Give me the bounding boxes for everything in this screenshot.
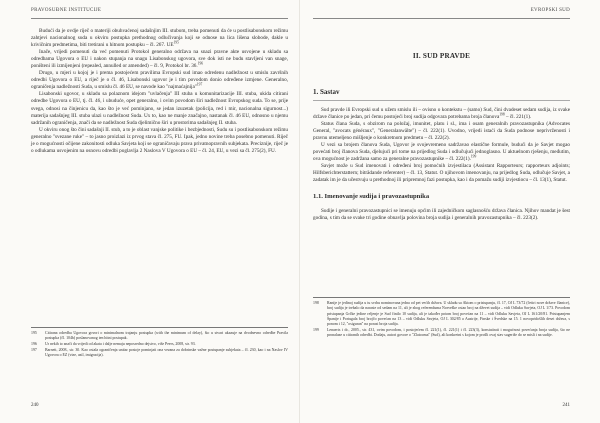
left-paragraph: Drugo, u mjeri u kojoj je i prema postojećem pravilima Evropski sud imao odredenu nadležnost u smislu završnih odredbi Ugovora o EU, a riječ je o čl. 46, Lisabonski ugovor je i tim povodom donio određene izmjene. Generalno, ograničenja nadležnosti Suda, u smislu čl. 46 EU, se navode kao "najmaćajnija"$^{197}$ bbox=[31, 70, 288, 91]
subsection-title: 1.1. Imenovanje sudija i pravozastupnika bbox=[313, 192, 430, 200]
left-body-text bbox=[31, 28, 288, 155]
footnote bbox=[31, 331, 288, 342]
footnote-ref[interactable]: 195 bbox=[173, 40, 179, 45]
chapter-title: II. SUD PRAVDE bbox=[412, 52, 471, 60]
footnote-ref[interactable]: 196 bbox=[197, 61, 204, 66]
left-running-head bbox=[31, 8, 288, 19]
footnote-ref[interactable]: 199 bbox=[470, 154, 477, 159]
subsection-body-text bbox=[313, 208, 570, 222]
left-paragraph: Inače, vrijedi pomenuti da već pomenuti Protokol generalno održava na snazi pravne akte usvojene u skladu sa odredbama Ugovora o EU i nakon stupanja na snagu Lisabonskog ugovora, sve dok isti ne budu stavljeni van snage, poništeni ili izmijenjeni (repealed, annulled or amended) – čl. 9, Protokol br. 36.$^{196}$ bbox=[31, 49, 288, 70]
left-running-head-text: PRAVOSUĐNE INSTITUCIJE bbox=[31, 8, 102, 13]
right-paragraph: Sud pravde ili Evropski sud u užem smislu ili – ovisno o kontekstu – (samo) Sud, čini dvadeset sedam sudija, iz svake države članice po jedan, pri čemu postojeći broj sudija odgovara potrebama broja članova$^{198}$ – čl. 221(1). bbox=[313, 107, 570, 121]
left-paragraph: U okviru onog što čini sadašnji II. stub, a to je oblast vanjske politike i bezbjednosti, Sudu su i postlisabonskom režimu generalno "svezane ruke" – to jasno proizlazi iz prvog stava čl. 275, FU. Ipak, jedno novine treba posebno pomenuti. Riječ je o mogućnosti očijene zakonitosti odluka Savjeta koji se ograničavaju prava privatnopravnih subjekata. Preciznije, riječ je o odlukama usvojenim na osnovu odredbi poglavlja 2 Naslova V Ugovora o EU – čl. 24, EU, u vezi sa čl. 275(2), FU. bbox=[31, 126, 288, 154]
right-paragraph: U vezi sa brojem članova Suda, Ugovor je svojevremeno sadržavao elastične formule, budući da je Savjet mogao povećati broj članova Suda, djelujući pri tome na prijedlog Suda i odlučujući jednoglasno. U aktuelnom rješenju, međutim, ova mogućnost je zadržana samo za generalne pravozastupnike – čl. 222(1).$^{199}$ bbox=[313, 142, 570, 163]
left-footnotes bbox=[31, 327, 288, 359]
right-page-number: 241 bbox=[562, 403, 570, 408]
footnote-number: 196 bbox=[31, 342, 37, 347]
footnote-number: 197 bbox=[31, 348, 37, 353]
footnote-text: Lenaerts i dr., 2005., str. 431, ovim povodom, i postojećem čl. 221(1), čl. 221(1) i čl. 223(3), konstatirati i mogućnost povećanja broja sudija, što ne pronalaze u citiranih odredbi. Dodaju, autori govore o "Zlatooma" (Sud), ali konkretni s kojom je prošli ovaj stav sugeriše do se misli i na sudije. bbox=[327, 328, 570, 338]
footnote-text: Barnett, 2008., str. 30. Kao ostala ograničenja unitar postoje pominjati ona vezana za dobrinske važne postupanje subjekata – čl. 230, kao i na Naslov IV Ugovora o EZ (vize, azil, imigracija). bbox=[45, 348, 288, 358]
footnote bbox=[31, 348, 288, 359]
footnote-text: Ur nekih to znači da vrijedi od akata i dalje nemaju neposredno dejstvo, više Peers, 2008, str. 93. bbox=[45, 342, 196, 347]
footnote-number: 195 bbox=[31, 331, 37, 335]
footnote-number: 199 bbox=[313, 328, 319, 333]
footnote bbox=[313, 328, 570, 339]
right-running-head bbox=[313, 8, 570, 19]
right-paragraph: Sudije i generalni pravozastupnici se imenuju općim ili zajedničkom saglasnošću država članica. Njihov mandat je šest godina, s tim da se svake tri godine obnavlja polovina broja sudija i generalnih pravozastupnika – čl. 223(2). bbox=[313, 207, 570, 221]
footnote bbox=[31, 342, 288, 347]
footnote-text: Citirana odredba Ugovora govori o minimalnom trajanju postupka (with the minimum of delay), što u stvari ukazuje na dvodnevno odredbe Pravila postupka (čl. 104b) poslanovanog ten hitni postupak. bbox=[45, 331, 288, 341]
left-paragraph: Lisabonski ugovor, u skladu sa polaznom idejom "uvlačenja" III stuba u komunitarizacije III. stuba, ukida citirani odredbe Ugovora o EU, tj. čl. 46, i ubuduće, opet generalno, i ovim povodom širi nadležnost Evropskog suda. To se, prije svega, odnosi na činjenicu da, kao što je već pominjano, se jedan izuzetak (policija, red i mir, nacionalna sigurnost...) materija sadašnjeg III. stuba ulazi u nadležnost Suda. Ux to, kao ne manje značajno, nastanak čl. 46 EU, odnosno u njemu sadržanih ograničenja, znači da se nadležnost Suda djelimično širi u prostorima sadašnjeg II. stuba. bbox=[31, 91, 288, 126]
footnote-number: 198 bbox=[313, 301, 319, 305]
footnote bbox=[313, 301, 570, 327]
right-body-text bbox=[313, 107, 570, 185]
left-paragraph: Budući da je ovdje riječ o materiji obuhvaćenoj sadašnjim III. stubom, treba pomenuti da će u postlisabonskom režimu zahtjevi nacionalnog suda u okviru postupka prethodnog odlučivanja koji se odnose na lica lišena slobode, dakle u krivičnim predmetima, biti tretirani u hitnom postupku – čl. 267. UE$^{195}$ bbox=[31, 28, 288, 49]
right-paragraph: Savjet može u Sud imenovati i određeni broj pomoćnih izvjestilaca (Assistant Rapporteurs; rapporteurs adjoints; Hilfsberichterstattern; bitrādande referenter) – čl. 13, Statut. O njihovom imenovanju, na prijedlog Suda, odlučuje Savjet, a zadatak im je da učestvuju u prethodnoj ili pripremnoj fazi postupka, kao i da pomažu sudiji izvjestiocu – čl. 13(1), Statut. bbox=[313, 163, 570, 184]
footnote-ref[interactable]: 197 bbox=[196, 82, 203, 87]
section-title: 1. Sastav bbox=[313, 88, 570, 101]
right-footnotes bbox=[313, 297, 570, 339]
right-running-head-text: EVROPSKI SUD bbox=[530, 8, 570, 13]
footnote-text: Ranije je jedinoj sudija u tu svrhu nominovana jedna od pet većih država. U skladu sa Aktom o pristupanju, čl. 17, OJ L 73/72 (četiri nove države članice), broj sudija je trebalo da naraste od sedam na 11, ali je zbog referenduma Norveške ostao broj na dževet sudija – vidi Odluku Savjeta, OJ L 1/73. Povodom pristupanja Grčke jedine reljenje je Sud činilo 10 sudija, ali je također potom broj povećan na 11 – vidi Odluku Savjeta, OJ L 161/20/81. Pristupanjem Španije i Portugala broj brojčo povećan na 13 – vidi Odluku Savjeta, OJ L 302/85 a Austrije, Finske i Švedske na 15. 1 novopridošlih deset država, s ponom i 12, "osiguran" na porast broja sudija. bbox=[327, 301, 570, 327]
left-page-number: 240 bbox=[31, 403, 39, 408]
footnote-ref[interactable]: 198 bbox=[499, 112, 505, 117]
right-page bbox=[300, 0, 600, 423]
right-paragraph: Status člana Suda, s obzirom na položaj, imunitet, platu i sl., ima i osam generalnih pravozastupnika (Advocates General, "avocats généraux", "Generalanwälte") – čl. 222(1). Uvodno, vrijedi istaći da Suda podnose neprivrženosti i pravnu utemeljeno mišljenje o konkretnom predmetu – čl. 222(2). bbox=[313, 121, 570, 142]
